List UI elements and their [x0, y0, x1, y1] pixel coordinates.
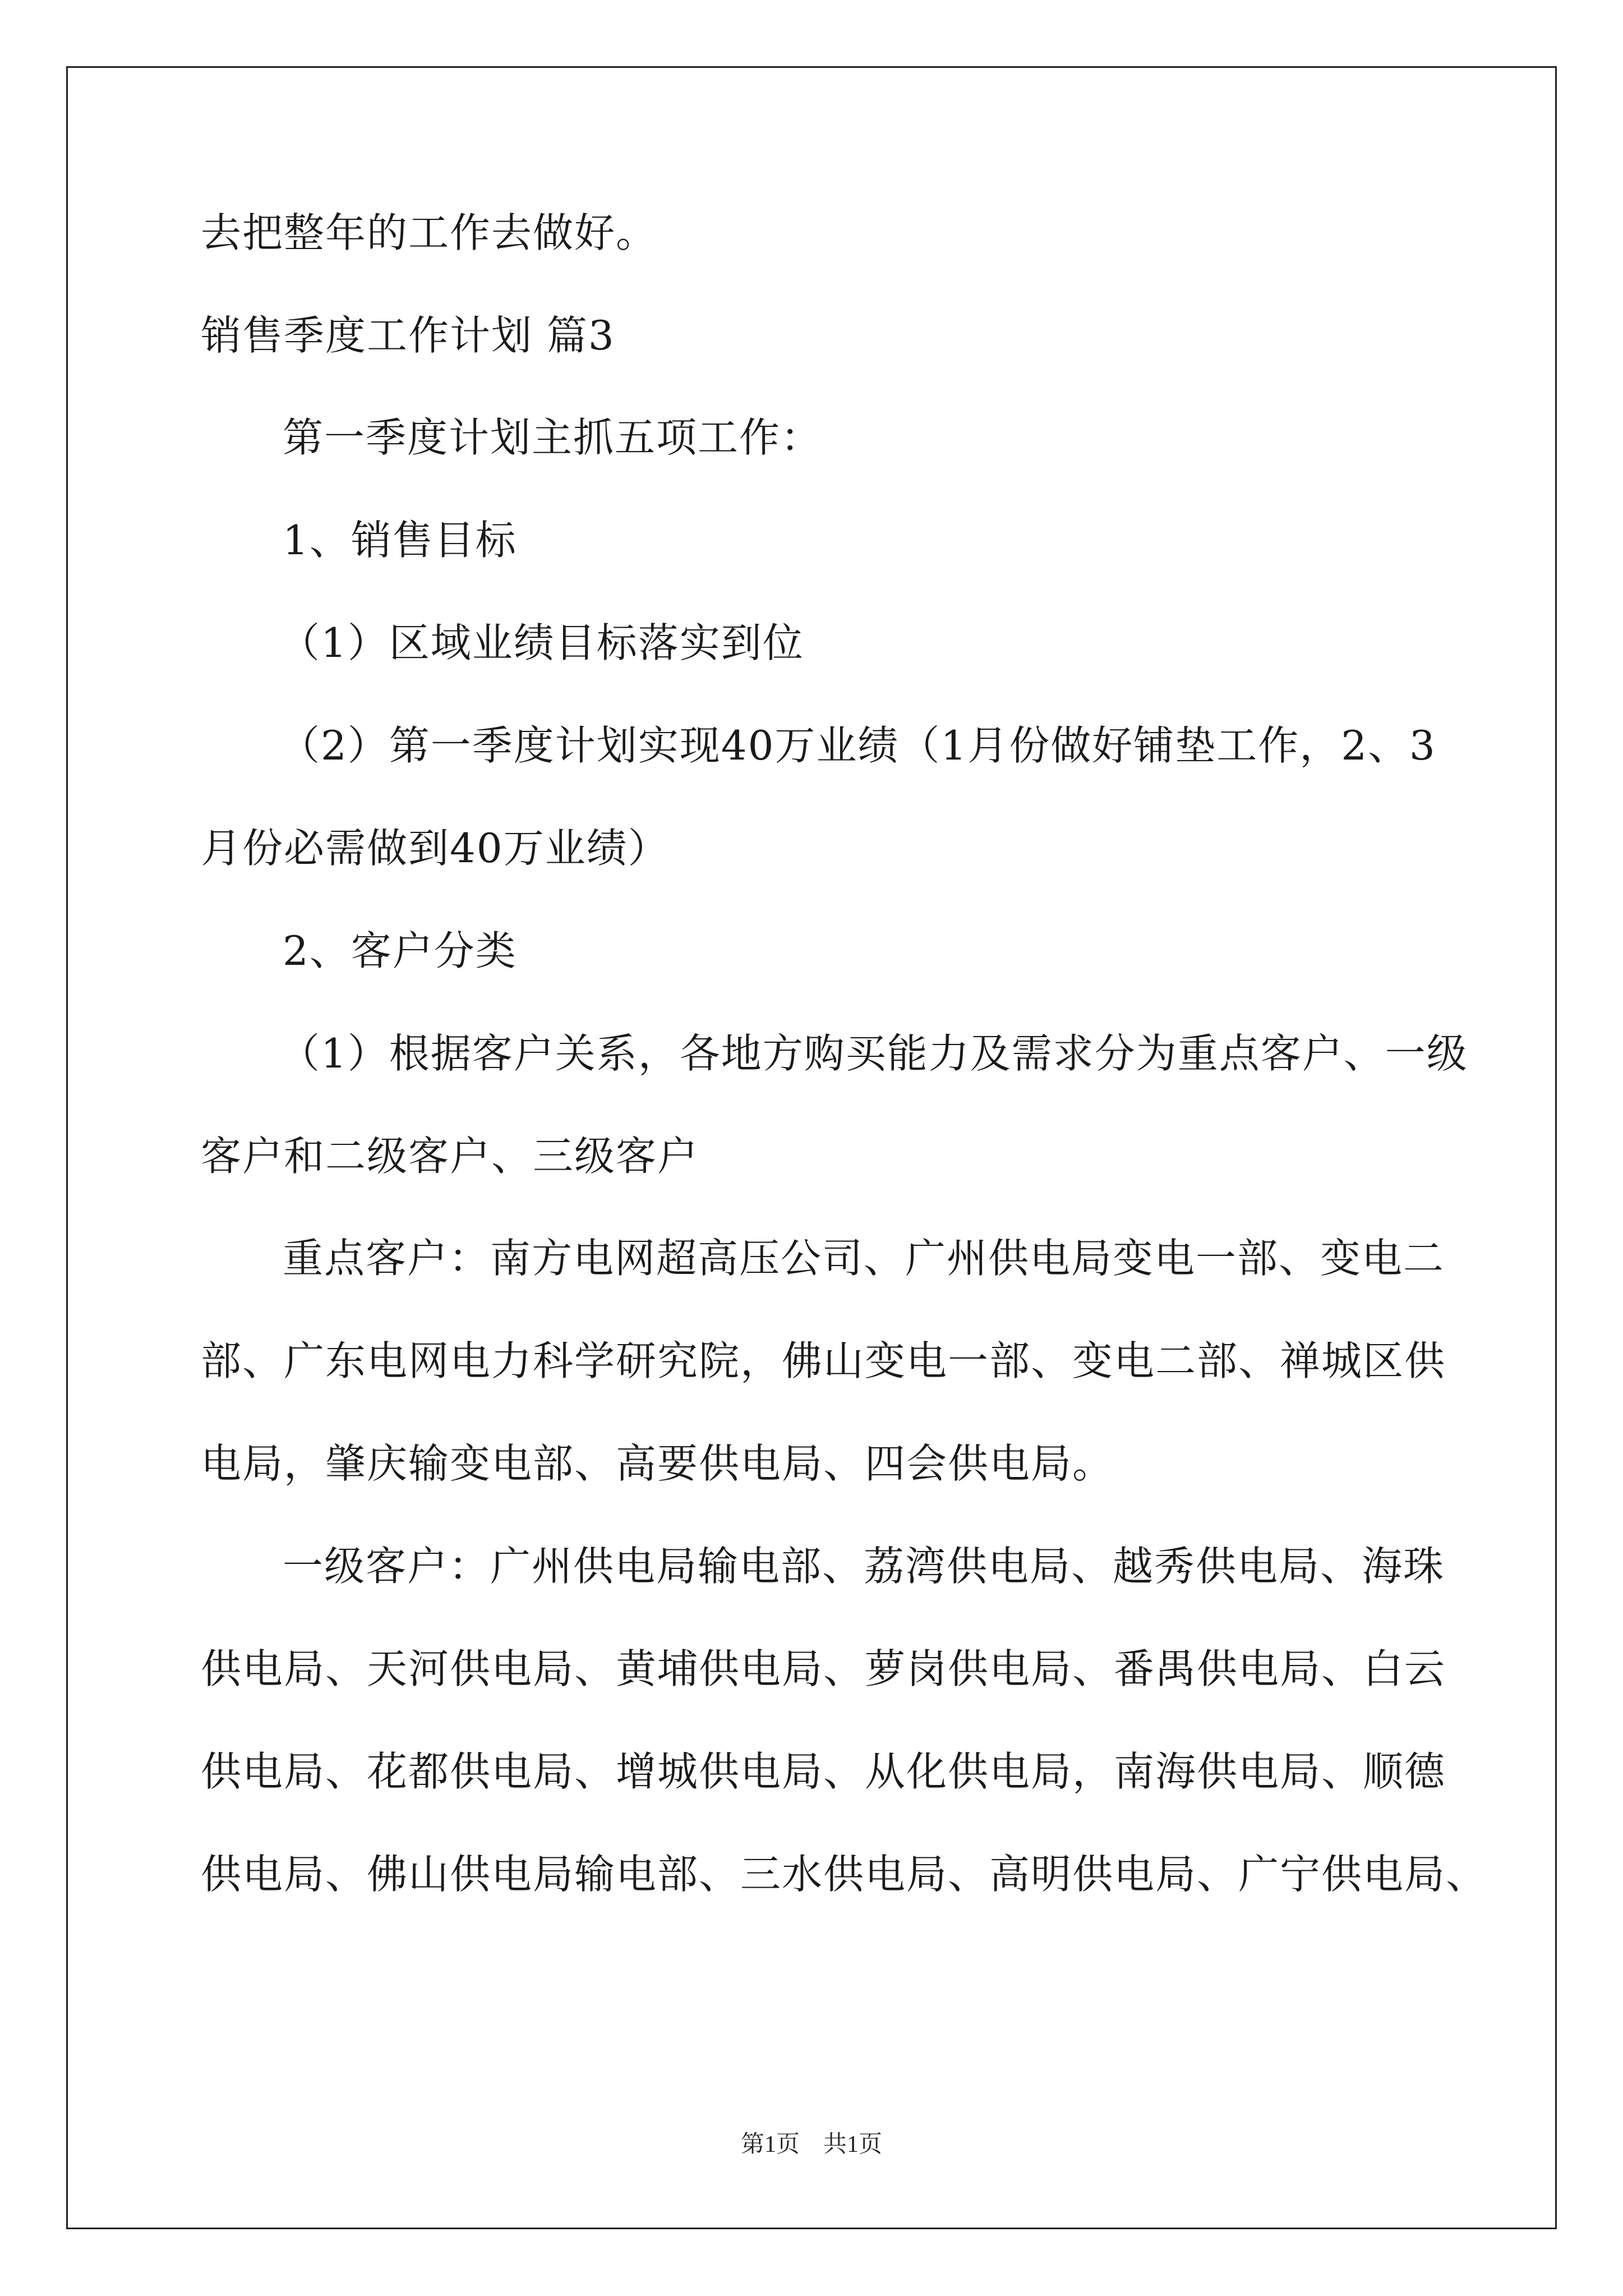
sub-item-2-continued: 月份必需做到40万业绩） — [201, 825, 670, 872]
first-level-customers-line-3: 供电局、花都供电局、增城供电局、从化供电局，南海供电局、顺德 — [201, 1748, 1446, 1795]
sub-item-2: （2）第一季度计划实现40万业绩（1月份做好铺垫工作，2、3 — [279, 722, 1436, 769]
first-level-customers-line-1: 一级客户：广州供电局输电部、荔湾供电局、越秀供电局、海珠 — [283, 1543, 1445, 1590]
customer-sub-item-1-continued: 客户和二级客户、三级客户 — [201, 1133, 699, 1180]
section-heading: 销售季度工作计划 篇3 — [201, 312, 615, 359]
sub-item-1: （1）区域业绩目标落实到位 — [279, 619, 804, 666]
item-heading-sales-target: 1、销售目标 — [283, 517, 517, 564]
key-customers-line-3: 电局，肇庆输变电部、高要供电局、四会供电局。 — [201, 1440, 1114, 1487]
customer-sub-item-1: （1）根据客户关系，各地方购买能力及需求分为重点客户、一级 — [279, 1030, 1468, 1077]
key-customers-line-2: 部、广东电网电力科学研究院，佛山变电一部、变电二部、禅城区供 — [201, 1337, 1446, 1384]
item-heading-customer-class: 2、客户分类 — [283, 927, 517, 974]
page-footer: 第1页 共1页 — [740, 2132, 882, 2157]
text-line-continuation: 去把整年的工作去做好。 — [201, 209, 658, 256]
key-customers-line-1: 重点客户：南方电网超高压公司、广州供电局变电一部、变电二 — [283, 1235, 1445, 1282]
first-level-customers-line-4: 供电局、佛山供电局输电部、三水供电局、高明供电局、广宁供电局、 — [201, 1851, 1488, 1898]
first-level-customers-line-2: 供电局、天河供电局、黄埔供电局、萝岗供电局、番禺供电局、白云 — [201, 1645, 1446, 1692]
paragraph-intro: 第一季度计划主抓五项工作： — [283, 414, 823, 461]
